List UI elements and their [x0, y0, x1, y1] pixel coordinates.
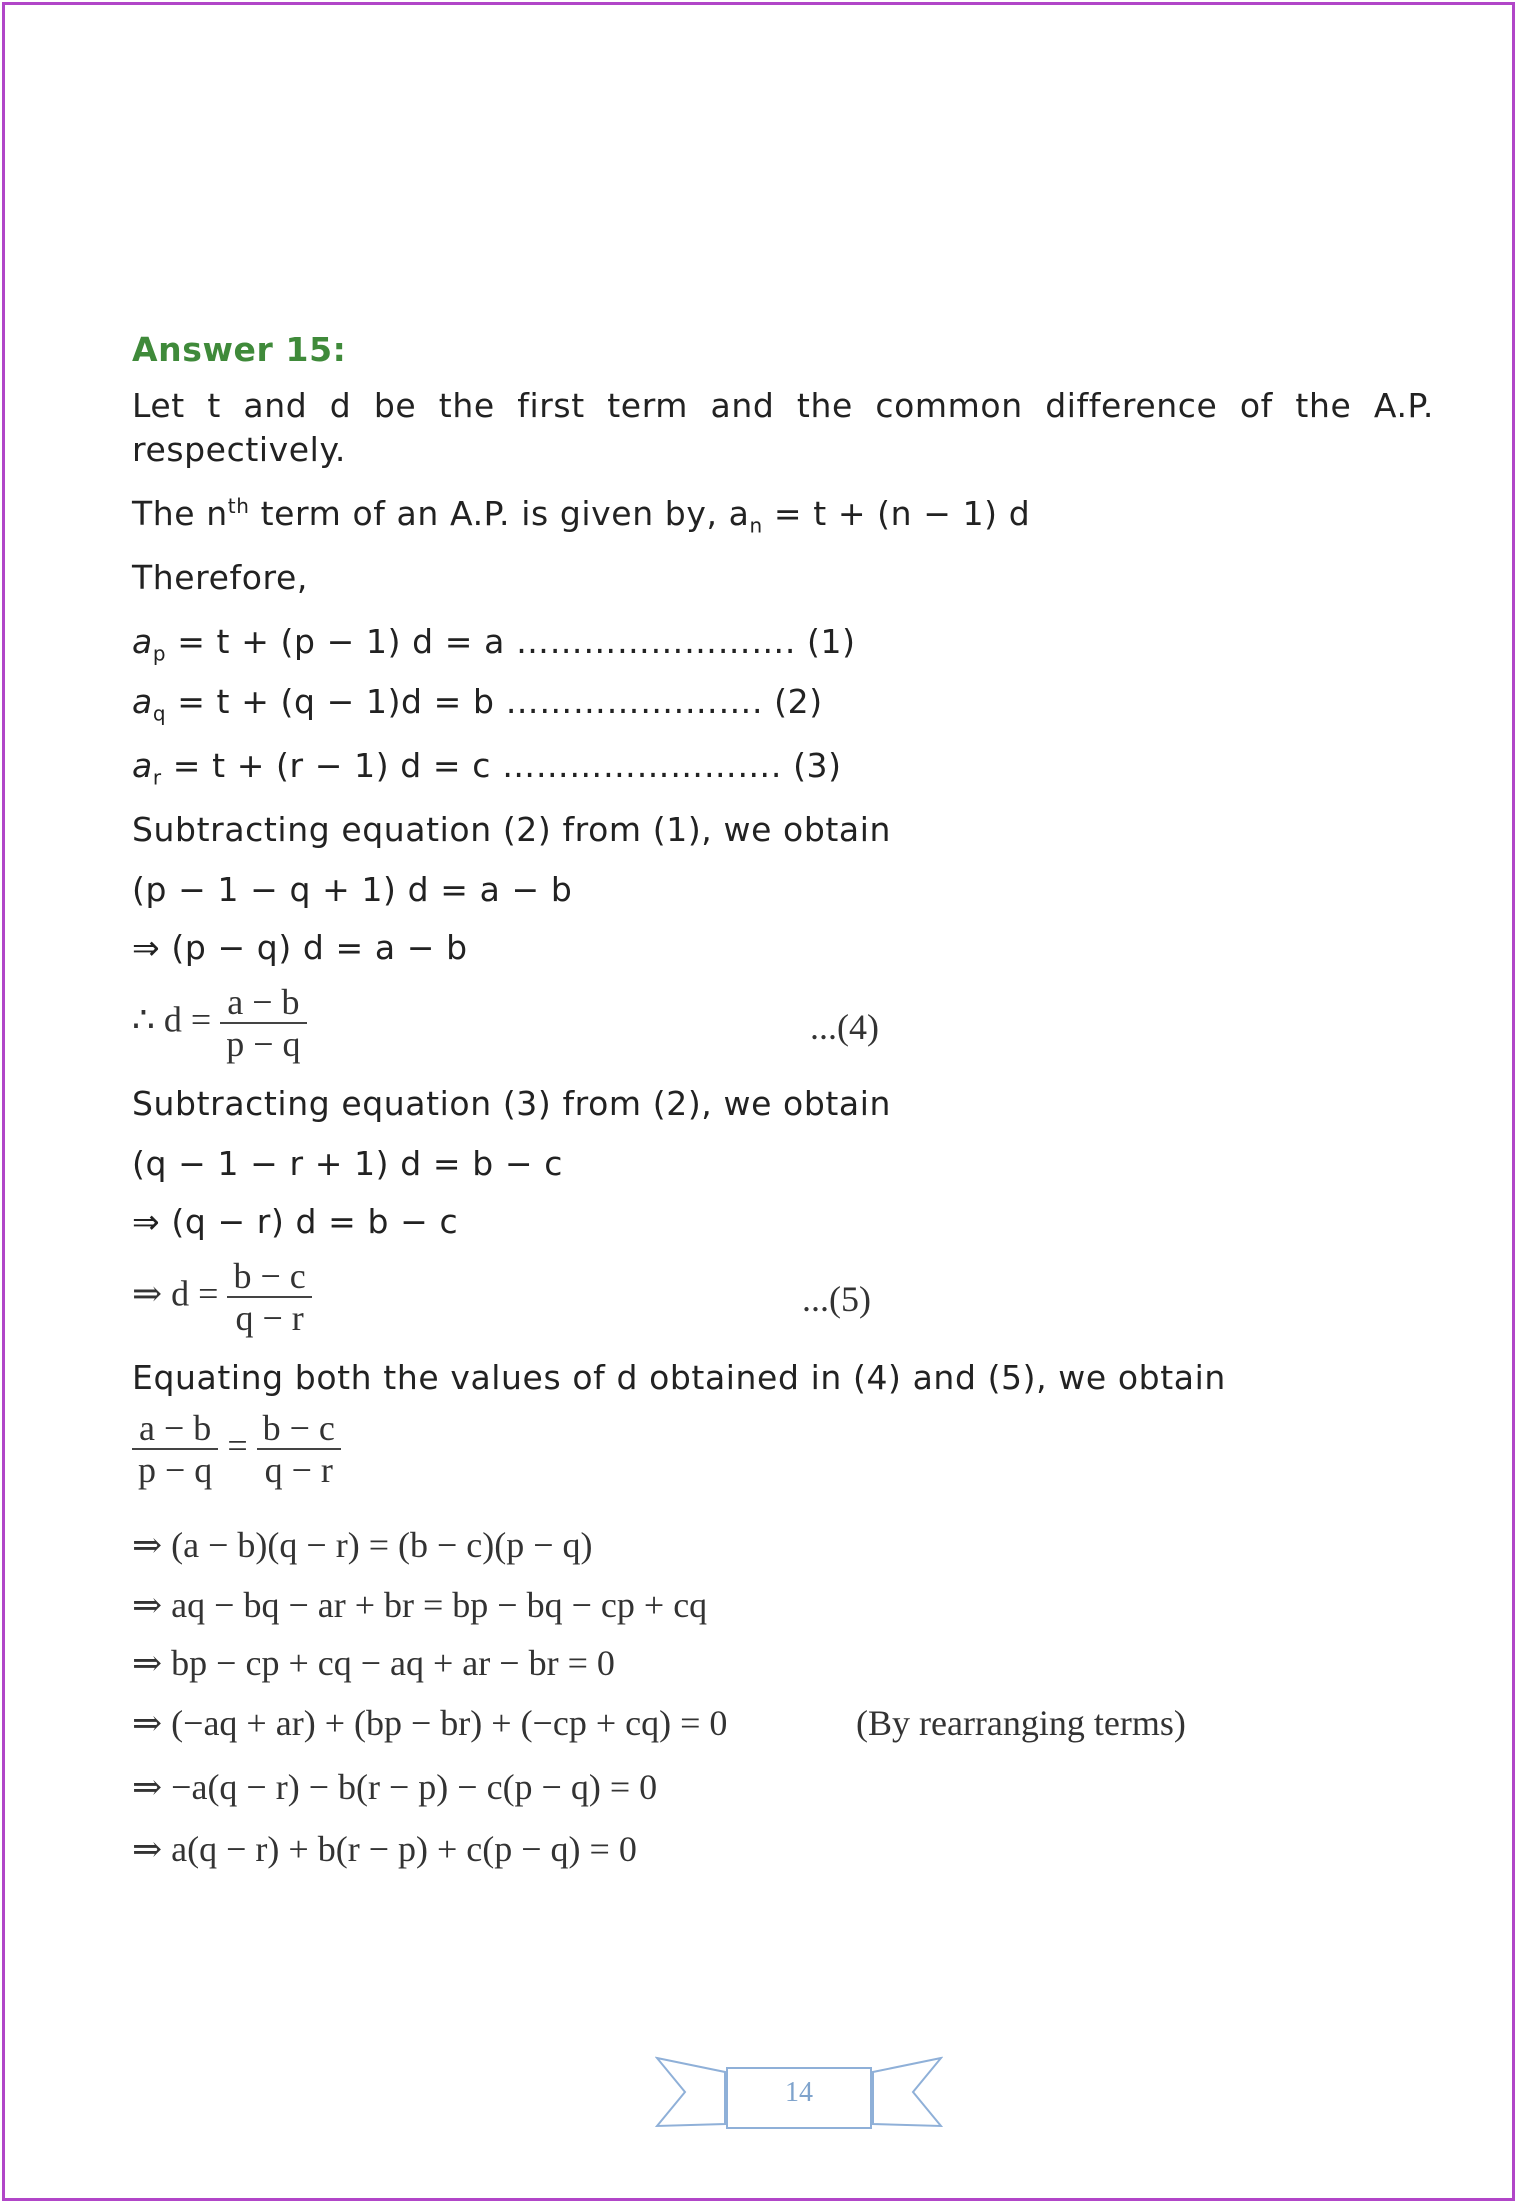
equation-1: $a_p = t + (p - 1) d = a$ ……………………. (1) [132, 622, 856, 666]
left-fraction: $\frac{a - b}{p - q}$ [132, 1408, 218, 1490]
fraction-4: ∴ d = $\frac{a - b}{p - q}$ [132, 982, 307, 1064]
answer-heading: Answer 15: [132, 330, 347, 369]
fraction-5: ⇒ d = $\frac{b - c}{q - r}$ [132, 1256, 312, 1338]
derivation-1: ⇒ (a − b)(q − r) = (b − c)(p − q) [132, 1525, 593, 1565]
derivation-2: ⇒ aq − bq − ar + br = bp − bq − cp + cq [132, 1585, 708, 1625]
page-footer [655, 2052, 943, 2134]
derivation-4: ⇒ (−aq + ar) + (bp − br) + (−cp + cq) = 0 [132, 1703, 728, 1743]
equating-text: Equating both the values of d obtained in (4) and (5), we obtain [132, 1358, 1226, 1397]
right-fraction: $\frac{b - c}{q - r}$ [257, 1408, 341, 1490]
rearranging-note: (By rearranging terms) [856, 1703, 1186, 1743]
step-1a: (p − 1 − q + 1) d = a − b [132, 870, 573, 909]
nth-term-formula: The $n^{th}$ term of an A.P. is given by, $a_n = t + (n - 1)$ d [132, 494, 1031, 538]
equation-number-4: ...(4) [810, 1007, 879, 1047]
derivation-5: ⇒ −a(q − r) − b(r − p) − c(p − q) = 0 [132, 1767, 658, 1807]
equated-fractions: $\frac{a - b}{p - q}$ = $\frac{b - c}{q - r}$ [132, 1408, 341, 1490]
page-number: 14 [785, 2077, 813, 2108]
equation-2: $a_q = t + (q - 1)d = b$ …………….……. (2) [132, 682, 823, 726]
fraction-5-body: $\frac{b - c}{q - r}$ [227, 1256, 311, 1338]
derivation-3: ⇒ bp − cp + cq − aq + ar − br = 0 [132, 1643, 615, 1683]
derivation-6: ⇒ a(q − r) + b(r − p) + c(p − q) = 0 [132, 1829, 637, 1869]
subtract-2-from-1: Subtracting equation (2) from (1), we obtain [132, 810, 892, 849]
step-2b: ⇒ (q − r) d = b − c [132, 1202, 459, 1241]
equation-number-5: ...(5) [802, 1279, 871, 1319]
step-2a: (q − 1 − r + 1) d = b − c [132, 1144, 563, 1183]
intro-line-2: respectively. [132, 430, 346, 469]
subtract-3-from-2: Subtracting equation (3) from (2), we obtain [132, 1084, 892, 1123]
intro-line-1: Let t and d be the first term and the common difference of the A.P. [132, 386, 1434, 425]
fraction-4-body: $\frac{a - b}{p - q}$ [220, 982, 306, 1064]
equation-3: $a_r = t + (r - 1) d = c$ ……………………. (3) [132, 746, 842, 790]
step-1b: ⇒ (p − q) d = a − b [132, 928, 468, 967]
therefore-text: Therefore, [132, 558, 308, 597]
